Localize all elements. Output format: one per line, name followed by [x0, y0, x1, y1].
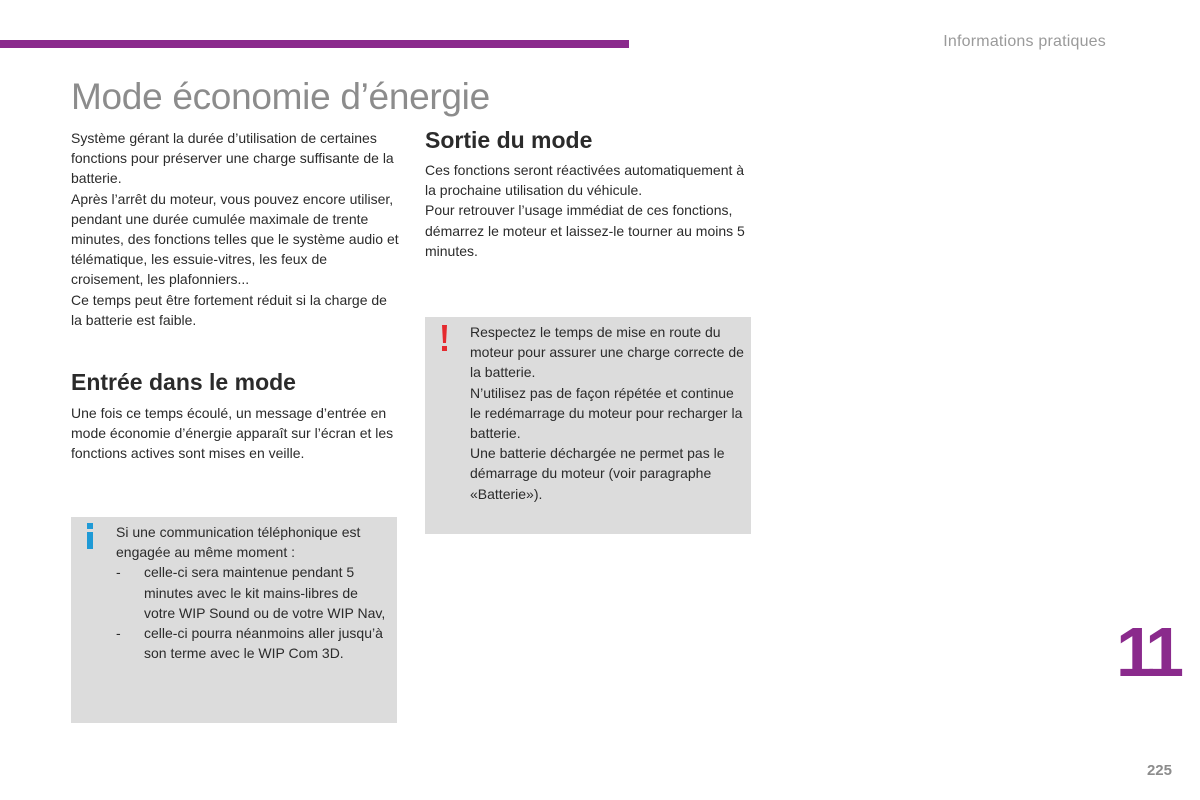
- intro-paragraph: Système gérant la durée d’utilisation de certaines fonctions pour préserver une charge suffisante de la batterie.: [71, 130, 394, 187]
- info-note-intro: Si une communication téléphonique est engagée au même moment :: [116, 524, 361, 561]
- page-title: Mode économie d’énergie: [71, 76, 490, 117]
- warning-paragraph: Respectez le temps de mise en route du moteur pour assurer une charge correcte de la batterie.: [470, 324, 744, 381]
- chapter-number: 11: [1116, 613, 1178, 691]
- warning-paragraph: Une batterie déchargée ne permet pas le démarrage du moteur (voir paragraphe «Batterie»).: [470, 445, 725, 502]
- entree-heading: Entrée dans le mode: [71, 369, 296, 395]
- list-item: [116, 623, 391, 663]
- sortie-paragraph: Pour retrouver l’usage immédiat de ces fonctions, démarrez le moteur et laissez-le tourner au moins 5 minutes.: [425, 202, 745, 259]
- warning-paragraph: N’utilisez pas de façon répétée et continue le redémarrage du moteur pour recharger la batterie.: [470, 384, 743, 442]
- sortie-heading: Sortie du mode: [425, 127, 593, 153]
- list-item-text: celle-ci sera maintenue pendant 5 minutes avec le kit mains-libres de votre WIP Sound ou de votre WIP Nav,: [144, 564, 386, 621]
- list-dash: -: [116, 625, 121, 642]
- intro-paragraph: Ce temps peut être fortement réduit si la charge de la batterie est faible.: [71, 291, 387, 328]
- info-note-list: [116, 562, 391, 663]
- section-name: Informations pratiques: [943, 33, 1106, 50]
- warning-icon: [440, 325, 450, 353]
- list-item: [116, 562, 391, 623]
- entree-text: [71, 403, 401, 464]
- intro-text: [71, 128, 401, 330]
- header-accent-rule: [0, 40, 629, 48]
- list-item-text: celle-ci pourra néanmoins aller jusqu’à son terme avec le WIP Com 3D.: [144, 625, 383, 662]
- info-icon: [85, 523, 95, 553]
- intro-paragraph: Après l’arrêt du moteur, vous pouvez encore utiliser, pendant une durée cumulée maximale de trente minutes, des fonctions telles que le système audio et télématique, les essuie-vitres, les feux de croisement, les plafonniers...: [71, 190, 399, 288]
- entree-paragraph: Une fois ce temps écoulé, un message d’entrée en mode économie d’énergie apparaît sur l’écran et les fonctions actives sont mises en veille.: [71, 405, 394, 462]
- page-number: 225: [1146, 762, 1172, 779]
- list-dash: -: [116, 564, 121, 581]
- sortie-paragraph: Ces fonctions seront réactivées automatiquement à la prochaine utilisation du véhicule.: [425, 162, 745, 199]
- warning-note-box: [425, 317, 751, 534]
- warning-note-text: [470, 322, 745, 504]
- info-note-box: [71, 517, 397, 723]
- info-note-text: [116, 522, 391, 663]
- sortie-text: [425, 160, 755, 261]
